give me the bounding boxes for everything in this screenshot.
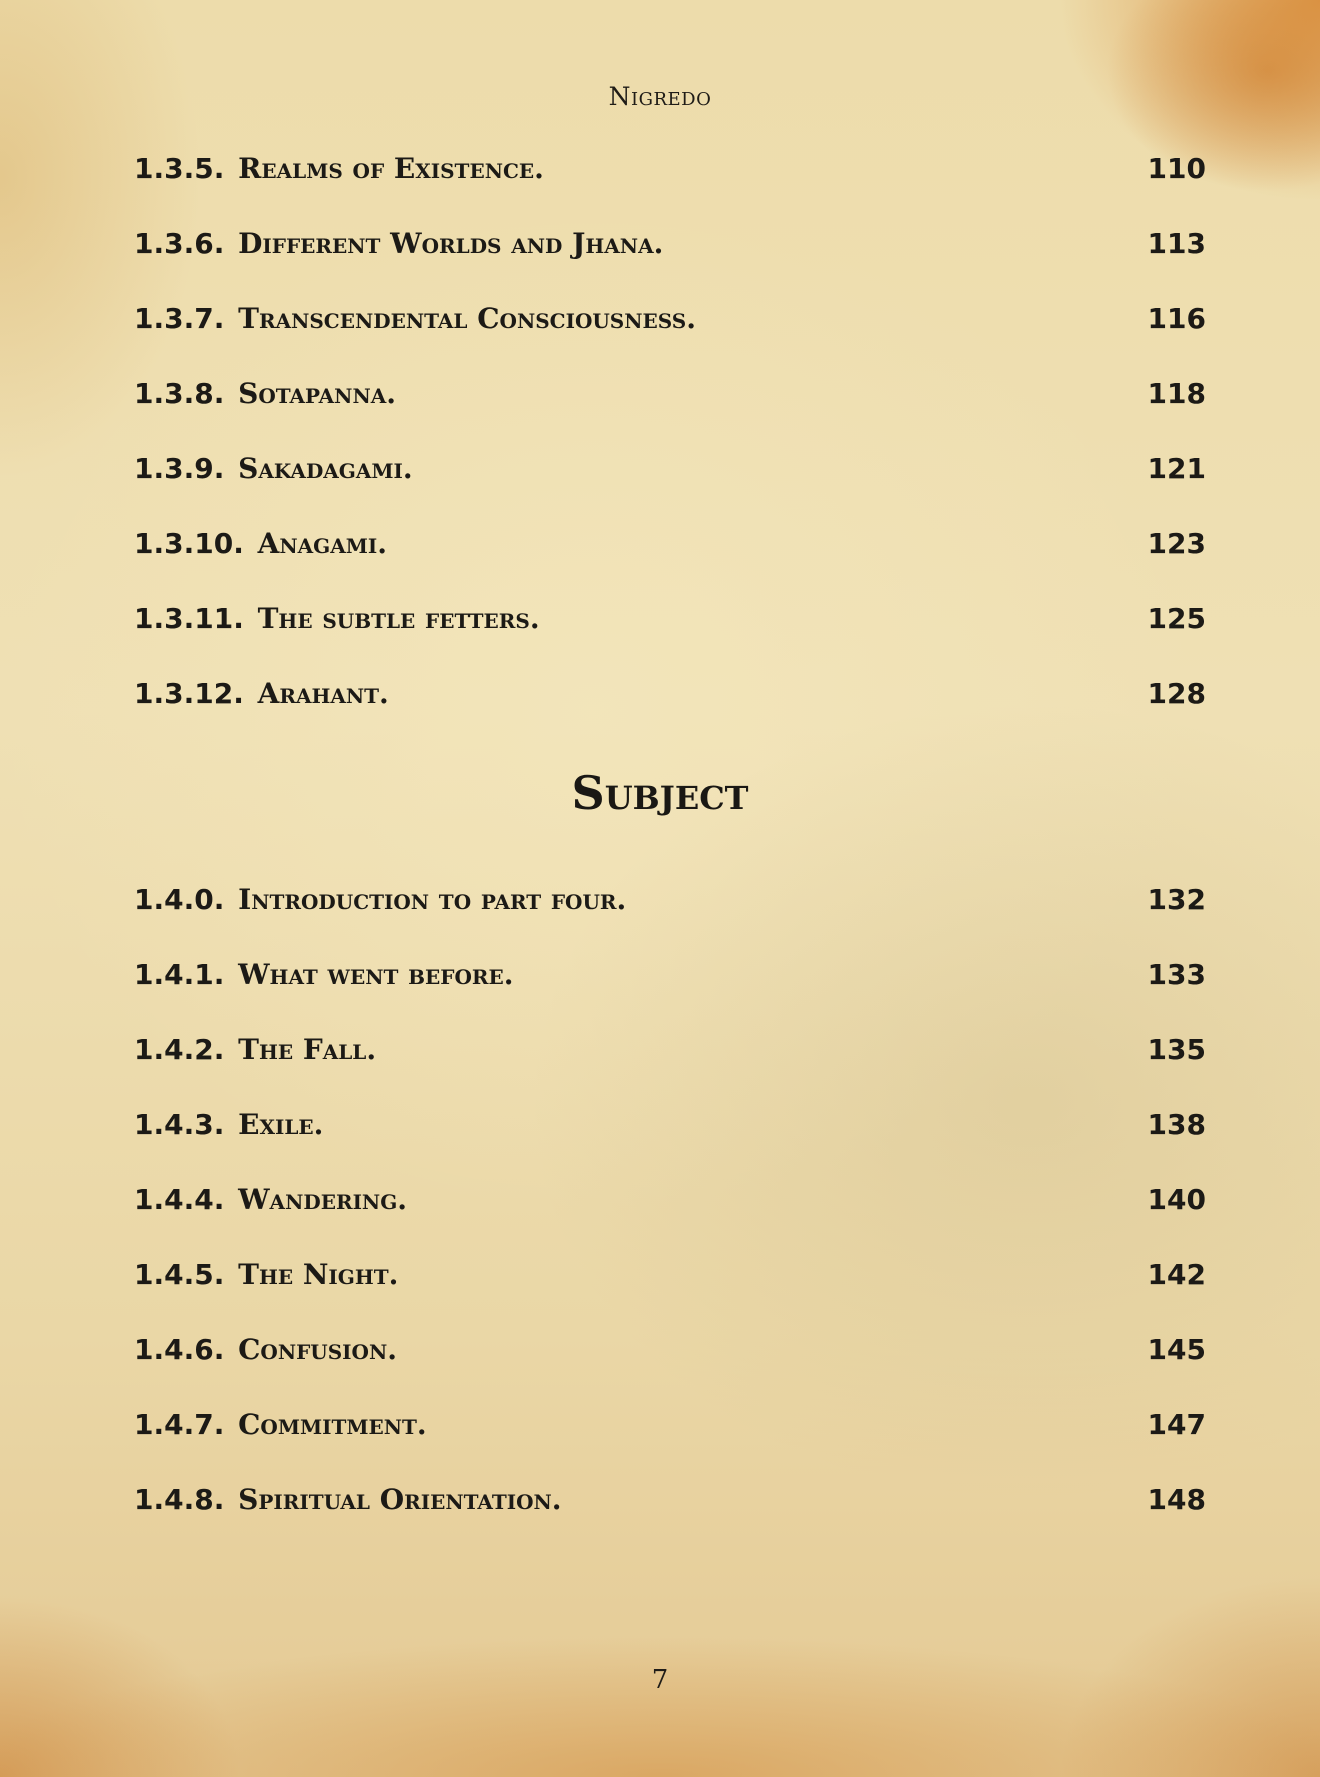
toc-entry[interactable]	[134, 602, 1206, 677]
toc-entry-label	[134, 1483, 562, 1517]
toc-entry-page: 121	[1147, 452, 1206, 485]
running-head: Nigredo	[608, 82, 712, 111]
toc-entry-page: 142	[1147, 1258, 1206, 1291]
toc-entry[interactable]	[134, 452, 1206, 527]
toc-entry[interactable]	[134, 1408, 1206, 1483]
toc-entry-title: Arahant.	[257, 677, 389, 710]
toc-entry-label	[134, 452, 413, 486]
toc-entry[interactable]	[134, 1483, 1206, 1558]
toc-entry-number: 1.3.12.	[134, 677, 244, 710]
toc-entry[interactable]	[134, 1333, 1206, 1408]
toc-entry-label	[134, 677, 389, 711]
toc-entry-page: 145	[1147, 1333, 1206, 1366]
toc-entry-number: 1.3.6.	[134, 227, 225, 260]
toc-entry-page: 133	[1147, 958, 1206, 991]
toc-entry-page: 140	[1147, 1183, 1206, 1216]
toc-entry-title: The Fall.	[238, 1033, 377, 1066]
toc-entry-title: Confusion.	[238, 1333, 397, 1366]
toc-entry-title: Introduction to part four.	[238, 883, 627, 916]
toc-entry-label	[134, 1108, 323, 1142]
toc-entry[interactable]	[134, 227, 1206, 302]
toc-entry-title: Different Worlds and Jhana.	[238, 227, 664, 260]
toc-entry[interactable]	[134, 302, 1206, 377]
toc-entry[interactable]	[134, 1258, 1206, 1333]
toc-entry-number: 1.4.3.	[134, 1108, 225, 1141]
toc-entry-page: 118	[1147, 377, 1206, 410]
toc-entry-page: 113	[1147, 227, 1206, 260]
toc-entry[interactable]	[134, 883, 1206, 958]
toc-entry-number: 1.3.11.	[134, 602, 244, 635]
toc-entry-label	[134, 152, 544, 186]
toc-entry-number: 1.3.7.	[134, 302, 225, 335]
toc-entry[interactable]	[134, 958, 1206, 1033]
toc-entry-title: Transcendental Consciousness.	[238, 302, 696, 335]
toc-entry-label	[134, 602, 540, 636]
toc-entry-title: Spiritual Orientation.	[238, 1483, 562, 1516]
section-heading: Subject	[571, 766, 749, 820]
toc-entry-label	[134, 527, 387, 561]
toc-entry-label	[134, 227, 663, 261]
toc-entry-page: 132	[1147, 883, 1206, 916]
toc-entry-number: 1.4.2.	[134, 1033, 225, 1066]
toc-entry-label	[134, 1183, 407, 1217]
toc-entry-page: 123	[1147, 527, 1206, 560]
toc-entry-label	[134, 377, 396, 411]
toc-entry-title: What went before.	[238, 958, 514, 991]
toc-entry-page: 116	[1147, 302, 1206, 335]
toc-entry[interactable]	[134, 1183, 1206, 1258]
toc-entry-number: 1.4.0.	[134, 883, 225, 916]
toc-entry[interactable]	[134, 1033, 1206, 1108]
toc-entry-page: 110	[1147, 152, 1206, 185]
toc-entry-page: 147	[1147, 1408, 1206, 1441]
toc-entry-title: The subtle fetters.	[257, 602, 540, 635]
toc-entry[interactable]	[134, 377, 1206, 452]
toc-entry[interactable]	[134, 1108, 1206, 1183]
toc-entry-label	[134, 883, 626, 917]
toc-entry-number: 1.4.4.	[134, 1183, 225, 1216]
toc-entry-title: Commitment.	[238, 1408, 427, 1441]
toc-entry-number: 1.3.9.	[134, 452, 225, 485]
toc-list-part-four	[134, 883, 1206, 1558]
toc-entry-title: Wandering.	[238, 1183, 408, 1216]
toc-entry[interactable]	[134, 677, 1206, 752]
toc-entry-number: 1.4.6.	[134, 1333, 225, 1366]
toc-entry-number: 1.4.5.	[134, 1258, 225, 1291]
toc-entry-title: Anagami.	[257, 527, 387, 560]
toc-entry-page: 135	[1147, 1033, 1206, 1066]
toc-entry-number: 1.4.1.	[134, 958, 225, 991]
toc-entry-number: 1.3.10.	[134, 527, 244, 560]
toc-entry-label	[134, 1333, 397, 1367]
toc-entry-label	[134, 1258, 398, 1292]
toc-entry-title: Exile.	[238, 1108, 324, 1141]
toc-entry-label	[134, 1408, 427, 1442]
toc-entry-number: 1.4.8.	[134, 1483, 225, 1516]
toc-entry-label	[134, 1033, 376, 1067]
toc-entry[interactable]	[134, 152, 1206, 227]
toc-entry-number: 1.4.7.	[134, 1408, 225, 1441]
toc-entry-page: 125	[1147, 602, 1206, 635]
toc-entry-page: 128	[1147, 677, 1206, 710]
page-number: 7	[651, 1665, 669, 1695]
toc-entry-number: 1.3.5.	[134, 152, 225, 185]
toc-entry-title: Sakadagami.	[238, 452, 413, 485]
toc-entry-title: Sotapanna.	[238, 377, 396, 410]
toc-entry-label	[134, 302, 696, 336]
toc-list-part-three	[134, 152, 1206, 752]
toc-entry-title: The Night.	[238, 1258, 399, 1291]
toc-entry-page: 138	[1147, 1108, 1206, 1141]
toc-entry-page: 148	[1147, 1483, 1206, 1516]
toc-entry-title: Realms of Existence.	[238, 152, 544, 185]
toc-entry-label	[134, 958, 514, 992]
toc-entry[interactable]	[134, 527, 1206, 602]
toc-entry-number: 1.3.8.	[134, 377, 225, 410]
